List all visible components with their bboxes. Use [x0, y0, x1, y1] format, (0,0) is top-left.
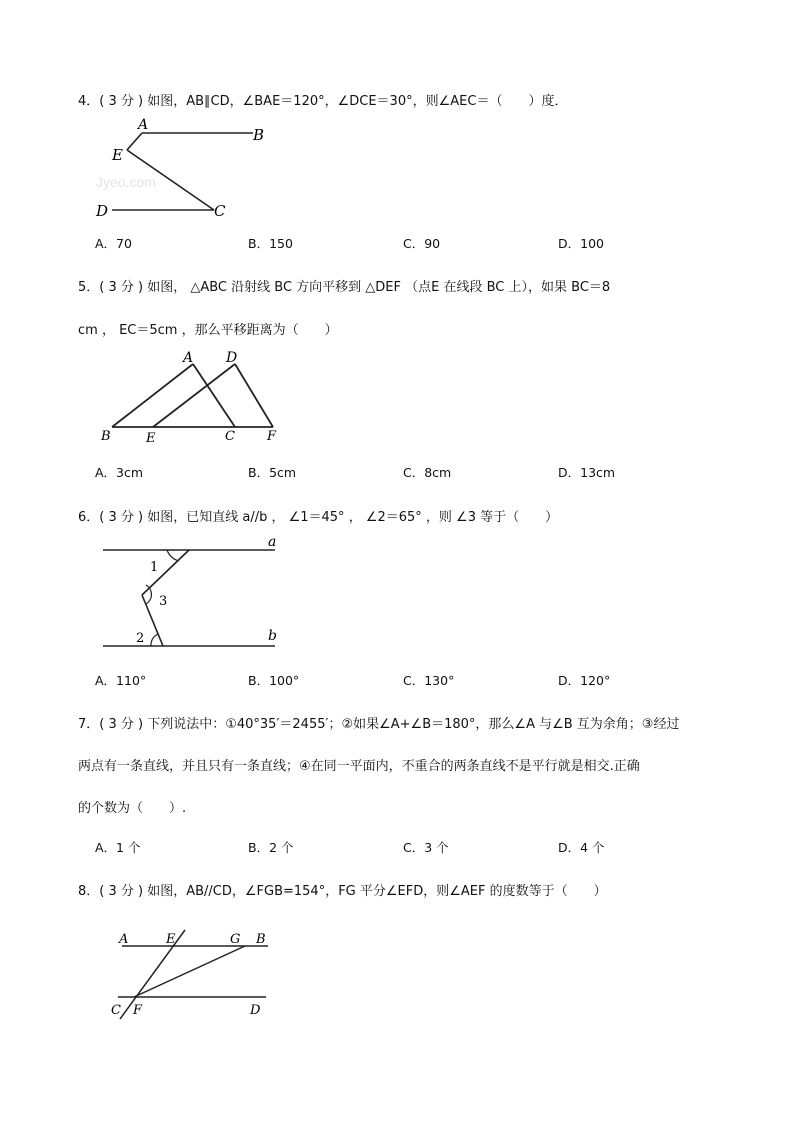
- q5-option-c[interactable]: C．8cm: [403, 465, 452, 480]
- q8-label-f: F: [133, 1003, 143, 1018]
- q5-option-d[interactable]: D．13cm: [558, 465, 616, 480]
- q5-option-a[interactable]: A．3cm: [95, 465, 144, 480]
- q6-options: [95, 671, 695, 691]
- q5-label-d: D: [226, 350, 238, 366]
- q4-label-b: B: [253, 126, 265, 144]
- q4-label-e: E: [112, 146, 123, 164]
- q4-label-c: C: [214, 202, 226, 220]
- q6-label-b: b: [268, 628, 277, 644]
- q5-options: [95, 463, 695, 483]
- q6-angle-2: 2: [136, 631, 145, 646]
- q8-label-b: B: [256, 932, 266, 947]
- q7-options: [95, 838, 695, 858]
- q7-option-a[interactable]: A．1 个: [95, 840, 141, 855]
- q5-label-b: B: [101, 429, 111, 444]
- q5-figure: [95, 348, 295, 448]
- q4-option-a[interactable]: A．70: [95, 236, 132, 251]
- q8-stem: 8．( 3 分 ) 如图，AB//CD，∠FGB=154°，FG 平分∠EFD，则∠AEF 的度数等于（ ）: [78, 884, 607, 899]
- q7-stem-line1: 7．( 3 分 ) 下列说法中：①40°35′＝2455′；②如果∠A+∠B＝180°，那么∠A 与∠B 互为余角；③经过: [78, 717, 680, 732]
- q6-option-b[interactable]: B．100°: [248, 673, 300, 688]
- q4-label-a: A: [138, 117, 149, 133]
- q6-figure: [95, 530, 295, 655]
- q8-label-g: G: [230, 932, 241, 947]
- q4-option-c[interactable]: C．90: [403, 236, 441, 251]
- q6-stem: 6．( 3 分 ) 如图，已知直线 a//b ， ∠1＝45° ， ∠2＝65° ，则 ∠3 等于（ ）: [78, 510, 559, 525]
- q7-stem-line2: 两点有一条直线，并且只有一条直线；④在同一平面内，不重合的两条直线不是平行就是相交.正确: [78, 759, 640, 774]
- q6-option-a[interactable]: A．110°: [95, 673, 147, 688]
- q5-label-e: E: [146, 431, 156, 446]
- q5-label-a: A: [183, 350, 194, 366]
- q8-label-c: C: [111, 1003, 121, 1018]
- q5-option-b[interactable]: B．5cm: [248, 465, 297, 480]
- q5-stem-line1: 5．( 3 分 ) 如图， △ABC 沿射线 BC 方向平移到 △DEF （点E 在线段 BC 上），如果 BC＝8: [78, 280, 611, 295]
- q5-stem-line2: cm ， EC＝5cm ，那么平移距离为（ ）: [78, 323, 338, 338]
- q8-label-e: E: [166, 932, 176, 947]
- q7-option-b[interactable]: B．2 个: [248, 840, 294, 855]
- q6-angle-3: 3: [159, 594, 168, 609]
- q5-label-f: F: [267, 429, 277, 444]
- q8-label-a: A: [119, 932, 129, 947]
- q4-option-d[interactable]: D．100: [558, 236, 604, 251]
- q4-figure: [90, 112, 280, 222]
- q6-angle-1: 1: [150, 560, 159, 575]
- q8-figure: [105, 925, 285, 1025]
- q7-option-c[interactable]: C．3 个: [403, 840, 449, 855]
- q7-option-d[interactable]: D．4 个: [558, 840, 605, 855]
- q8-label-d: D: [250, 1003, 261, 1018]
- q4-stem: 4．( 3 分 ) 如图，AB∥CD，∠BAE＝120°，∠DCE＝30°，则∠AEC＝（ ）度．: [78, 94, 568, 109]
- q4-options: [95, 234, 695, 254]
- q6-option-c[interactable]: C．130°: [403, 673, 455, 688]
- q6-label-a: a: [268, 534, 277, 550]
- q7-stem-line3: 的个数为（ ）.: [78, 801, 187, 816]
- q4-option-b[interactable]: B．150: [248, 236, 293, 251]
- q4-watermark: Jyeo.com: [96, 174, 156, 190]
- q5-label-c: C: [225, 429, 235, 444]
- q4-label-d: D: [96, 202, 109, 220]
- q6-option-d[interactable]: D．120°: [558, 673, 611, 688]
